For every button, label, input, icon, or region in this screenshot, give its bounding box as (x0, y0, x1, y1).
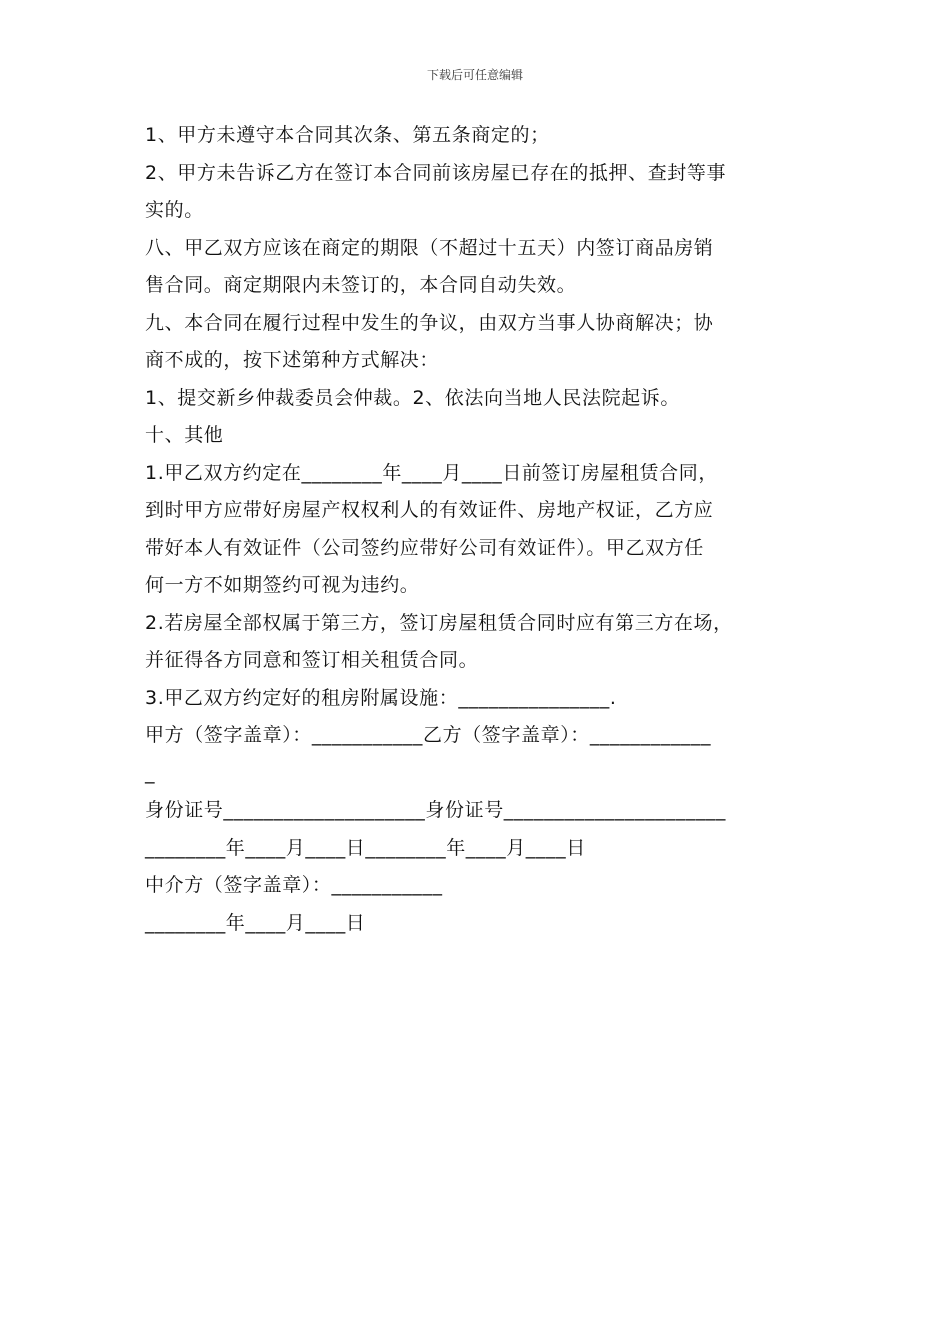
date-line: ________年____月____日 (145, 911, 366, 934)
clause-line: 到时甲方应带好房屋产权权利人的有效证件、房地产权证，乙方应 (145, 499, 714, 521)
clause-line: 2、甲方未告诉乙方在签订本合同前该房屋已存在的抵押、查封等事 (145, 161, 727, 184)
signature-line: _ (145, 761, 156, 784)
clause-line: 2.若房屋全部权属于第三方，签订房屋租赁合同时应有第三方在场， (145, 611, 733, 634)
clause-line: 带好本人有效证件（公司签约应带好公司有效证件）。甲乙双方任 (145, 536, 704, 559)
signature-line: 甲方（签字盖章）：___________乙方（签字盖章）：____________ (145, 724, 712, 746)
clause-line: 售合同。商定期限内未签订的，本合同自动失效。 (145, 274, 577, 296)
page-header: 下载后可任意编辑 (426, 68, 523, 82)
clause-line: 实的。 (145, 199, 204, 221)
date-line: ________年____月____日________年____月____日 (145, 836, 586, 859)
clause-line: 八、甲乙双方应该在商定的期限（不超过十五天）内签订商品房销 (145, 236, 714, 259)
agent-signature-line: 中介方（签字盖章）：___________ (145, 874, 443, 896)
clause-line: 九、本合同在履行过程中发生的争议，由双方当事人协商解决；协 (145, 311, 714, 334)
clause-line: 何一方不如期签约可视为违约。 (145, 574, 420, 596)
clause-line: 1、提交新乡仲裁委员会仲裁。2、依法向当地人民法院起诉。 (145, 386, 680, 409)
id-number-line: 身份证号____________________身份证号______________________ (145, 799, 726, 821)
clause-line: 3.甲乙双方约定好的租房附属设施：_______________. (145, 686, 617, 709)
contract-body (145, 117, 845, 942)
clause-line: 并征得各方同意和签订相关租赁合同。 (145, 649, 479, 671)
clause-line: 1.甲乙双方约定在________年____月____日前签订房屋租赁合同， (145, 461, 718, 484)
clause-line: 商不成的，按下述第种方式解决： (145, 349, 440, 371)
clause-line: 1、甲方未遵守本合同其次条、第五条商定的； (145, 124, 550, 146)
section-heading: 十、其他 (145, 424, 224, 446)
